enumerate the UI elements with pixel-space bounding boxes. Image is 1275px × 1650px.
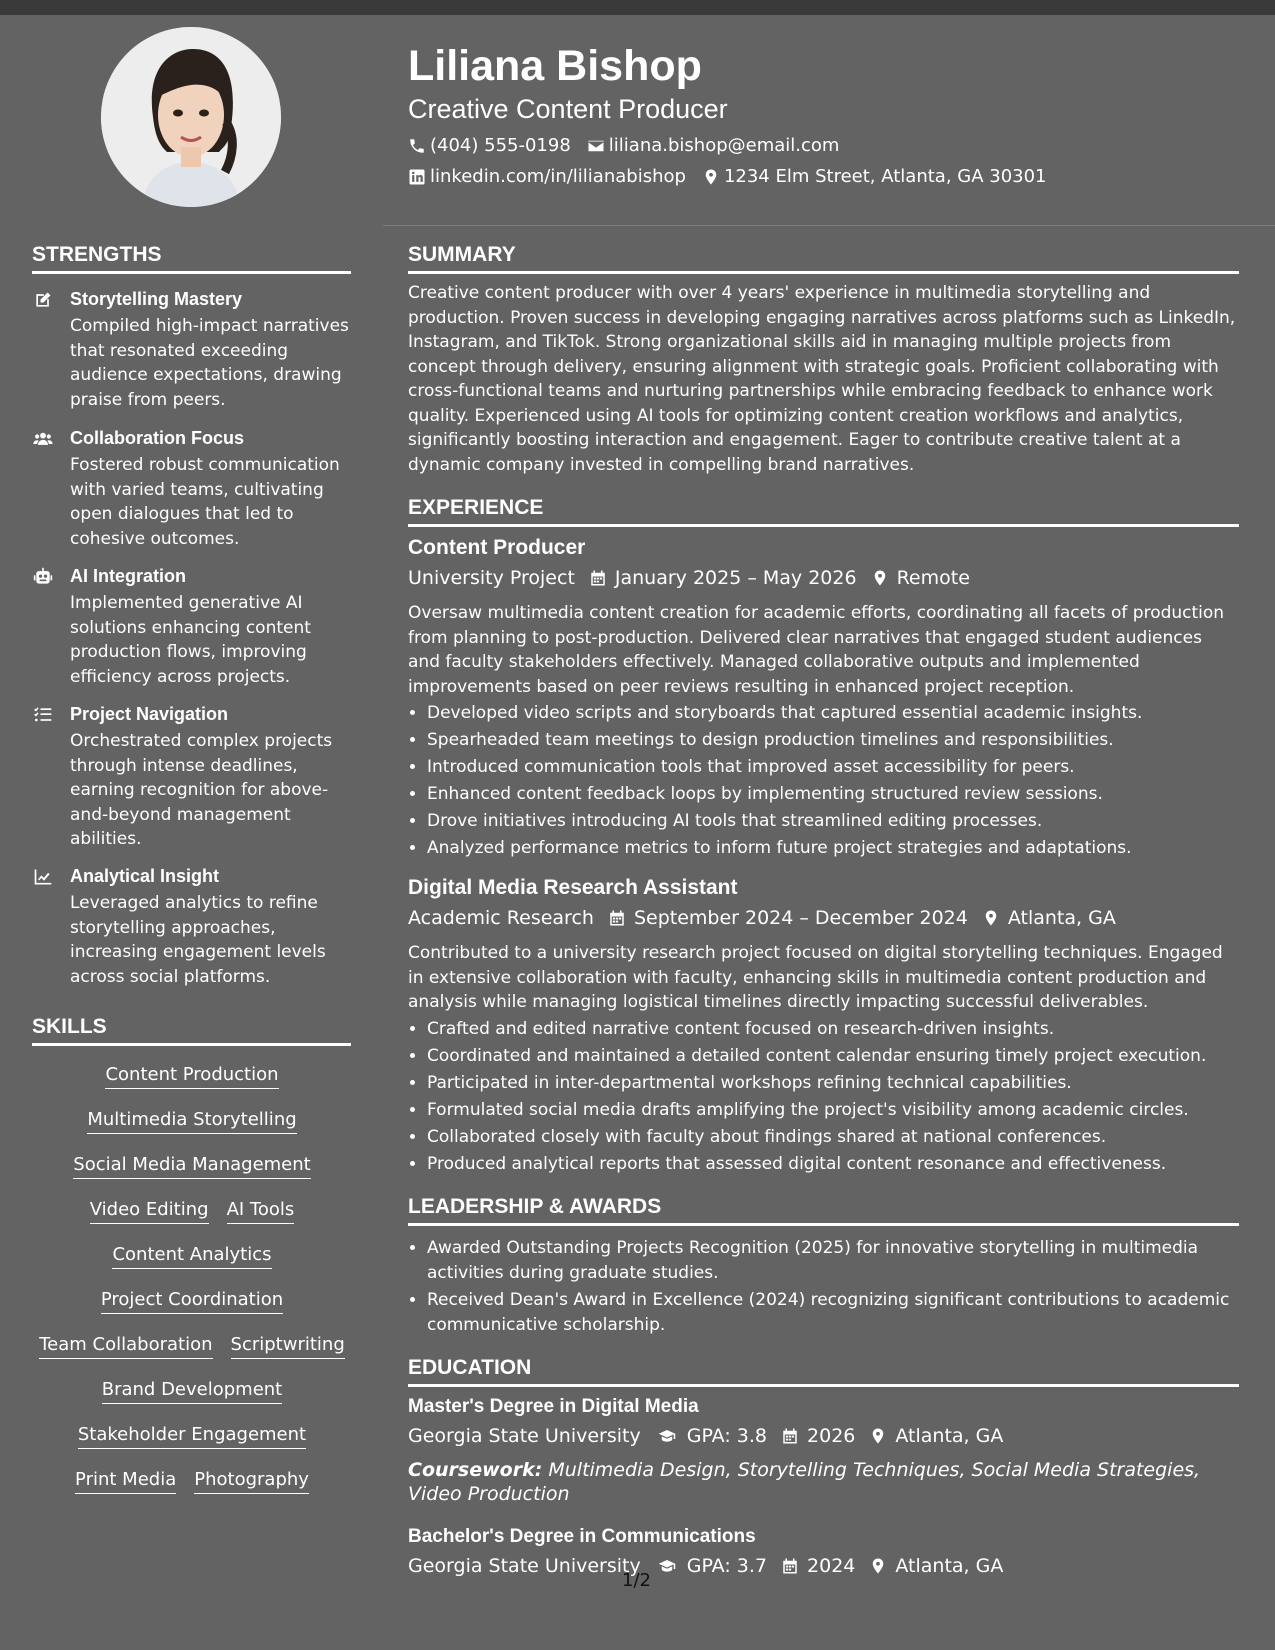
skill-tag: Content Production bbox=[105, 1064, 278, 1089]
profile-photo bbox=[101, 27, 281, 207]
contact-row-2 bbox=[408, 166, 1063, 187]
strength-desc: Compiled high-impact narratives that resonated exceeding audience expectations, drawing praise from peers. bbox=[70, 316, 349, 410]
leadership-rule bbox=[408, 1223, 1239, 1226]
gpa: GPA: 3.8 bbox=[686, 1425, 768, 1447]
education-heading: EDUCATION bbox=[408, 1356, 532, 1379]
viewer-top-bar bbox=[0, 0, 1275, 15]
list-item: • Introduced communication tools that improved asset accessibility for peers. bbox=[427, 754, 1257, 781]
list-item: • Enhanced content feedback loops by implementing structured review sessions. bbox=[427, 781, 1257, 808]
strength-title: Storytelling Mastery bbox=[70, 289, 243, 309]
list-item: • Awarded Outstanding Projects Recognition (2025) for innovative storytelling in multimedia activities during graduate studies. bbox=[427, 1236, 1257, 1285]
skill-tag: Stakeholder Engagement bbox=[78, 1424, 306, 1449]
summary-rule bbox=[408, 271, 1239, 274]
map-pin-icon bbox=[982, 909, 1000, 927]
graduation-cap-icon bbox=[655, 1557, 679, 1575]
strength-desc: Fostered robust communication with varied teams, cultivating open dialogues that led to cohesive outcomes. bbox=[70, 455, 340, 549]
strength-title: AI Integration bbox=[70, 566, 186, 586]
skills-row bbox=[32, 1334, 352, 1359]
list-item: • Coordinated and maintained a detailed content calendar ensuring timely project execution. bbox=[427, 1043, 1257, 1070]
graduation-year: 2026 bbox=[807, 1425, 856, 1447]
calendar-icon bbox=[608, 909, 626, 927]
degree-title: Master's Degree in Digital Media bbox=[408, 1396, 699, 1417]
job-title: Content Producer bbox=[408, 536, 586, 559]
skill-tag: Social Media Management bbox=[73, 1154, 310, 1179]
school-name: Georgia State University bbox=[408, 1425, 641, 1447]
job-description: Contributed to a university research project focused on digital storytelling techniques. Engaged in extensive collaboration with faculty, enhancing skills in multimedia content production and analysis while managing logistical timelines directly impacting successful deliverables. bbox=[408, 943, 1223, 1012]
school-location: Atlanta, GA bbox=[895, 1425, 1004, 1447]
edit-icon bbox=[32, 290, 54, 310]
gpa: GPA: 3.7 bbox=[686, 1555, 768, 1577]
skill-tag: Team Collaboration bbox=[39, 1334, 212, 1359]
skills-rule bbox=[32, 1043, 351, 1046]
skills-row bbox=[32, 1154, 352, 1179]
skill-tag: Photography bbox=[194, 1469, 309, 1494]
skill-tag: Brand Development bbox=[102, 1379, 283, 1404]
linkedin-link[interactable]: linkedin.com/in/lilianabishop bbox=[430, 166, 686, 187]
skills-row bbox=[32, 1289, 352, 1314]
job-org: Academic Research bbox=[408, 907, 594, 929]
leadership-list bbox=[408, 1236, 1257, 1340]
skill-tag: Multimedia Storytelling bbox=[87, 1109, 296, 1134]
job-description: Oversaw multimedia content creation for academic efforts, coordinating all facets of production from planning to post-production. Delivered clear narratives that engaged student audiences and faculty stakeholders effectively. Managed collaborative outputs and implemented improvements based on peer reviews resulting in enhanced project reception. bbox=[408, 603, 1225, 697]
strength-title: Analytical Insight bbox=[70, 866, 220, 886]
summary-text: Creative content producer with over 4 years' experience in multimedia storytelling and production. Proven success in developing engaging narratives across platforms such as LinkedIn, Instagram, and TikTok. Strong organizational skills aid in managing multiple projects from concept through delivery, ensuring alignment with strategic goals. Proficient collaborating with cross-functional teams and nurturing partnerships while embracing feedback to enhance work quality. Experienced using AI tools for optimizing content creation workflows and analytics, significantly boosting interaction and engagement. Eager to contribute creative talent at a dynamic company invested in compelling brand narratives. bbox=[408, 283, 1236, 475]
strengths-rule bbox=[32, 271, 351, 274]
page-indicator: 1/2 bbox=[622, 1570, 651, 1591]
job-dates: January 2025 – May 2026 bbox=[614, 567, 857, 589]
job-title: Digital Media Research Assistant bbox=[408, 876, 738, 899]
skill-tag: Content Analytics bbox=[112, 1244, 271, 1269]
graduation-cap-icon bbox=[655, 1427, 679, 1445]
envelope-icon bbox=[587, 137, 605, 155]
skills-heading: SKILLS bbox=[32, 1015, 107, 1038]
calendar-icon bbox=[781, 1427, 799, 1445]
address: 1234 Elm Street, Atlanta, GA 30301 bbox=[723, 166, 1047, 187]
skill-tag: Project Coordination bbox=[101, 1289, 283, 1314]
map-pin-icon bbox=[869, 1557, 887, 1575]
candidate-title: Creative Content Producer bbox=[408, 94, 728, 124]
skill-tag: Scriptwriting bbox=[231, 1334, 345, 1359]
strength-desc: Orchestrated complex projects through intense deadlines, earning recognition for above-and-beyond management abilities. bbox=[70, 731, 333, 849]
calendar-icon bbox=[781, 1557, 799, 1575]
school-location: Atlanta, GA bbox=[895, 1555, 1004, 1577]
skill-tag: AI Tools bbox=[227, 1199, 295, 1224]
calendar-icon bbox=[589, 569, 607, 587]
coursework bbox=[408, 1458, 1238, 1506]
degree-title: Bachelor's Degree in Communications bbox=[408, 1526, 756, 1547]
strength-desc: Leveraged analytics to refine storytelling approaches, increasing engagement levels across social platforms. bbox=[70, 893, 326, 987]
phone-icon bbox=[408, 137, 426, 155]
job-meta bbox=[408, 907, 1116, 929]
skills-row bbox=[32, 1469, 352, 1494]
candidate-name: Liliana Bishop bbox=[408, 42, 702, 90]
list-item: • Formulated social media drafts amplifying the project's visibility among academic circles. bbox=[427, 1097, 1257, 1124]
skill-tag: Video Editing bbox=[90, 1199, 209, 1224]
job-bullets bbox=[408, 1016, 1257, 1178]
coursework-label: Coursework: bbox=[408, 1459, 543, 1481]
chart-line-icon bbox=[32, 867, 54, 887]
list-item: • Crafted and edited narrative content focused on research-driven insights. bbox=[427, 1016, 1257, 1043]
job-location: Atlanta, GA bbox=[1007, 907, 1116, 929]
job-bullets bbox=[408, 700, 1257, 862]
list-item: • Drove initiatives introducing AI tools that streamlined editing processes. bbox=[427, 808, 1257, 835]
coursework-list: Multimedia Design, Storytelling Techniques, Social Media Strategies, Video Production bbox=[408, 1459, 1201, 1505]
school-name: Georgia State University bbox=[408, 1555, 641, 1577]
header-divider bbox=[383, 225, 1275, 226]
strength-title: Collaboration Focus bbox=[70, 428, 245, 448]
list-item: • Analyzed performance metrics to inform future project strategies and adaptations. bbox=[427, 835, 1257, 862]
users-icon bbox=[32, 429, 54, 449]
list-check-icon bbox=[32, 705, 54, 725]
leadership-heading: LEADERSHIP & AWARDS bbox=[408, 1195, 662, 1218]
list-item: • Received Dean's Award in Excellence (2024) recognizing significant contributions to academic communicative scholarship. bbox=[427, 1288, 1257, 1337]
skills-row bbox=[32, 1424, 352, 1449]
phone-number[interactable]: (404) 555-0198 bbox=[430, 135, 571, 156]
strengths-heading: STRENGTHS bbox=[32, 243, 162, 266]
map-pin-icon bbox=[702, 168, 720, 186]
list-item: • Produced analytical reports that assessed digital content resonance and effectiveness. bbox=[427, 1151, 1257, 1178]
linkedin-icon bbox=[408, 168, 426, 186]
list-item: • Participated in inter-departmental workshops refining technical capabilities. bbox=[427, 1070, 1257, 1097]
robot-icon bbox=[32, 567, 54, 587]
map-pin-icon bbox=[871, 569, 889, 587]
contact-row-1 bbox=[408, 135, 855, 156]
list-item: • Collaborated closely with faculty about findings shared at national conferences. bbox=[427, 1124, 1257, 1151]
education-rule bbox=[408, 1384, 1239, 1387]
summary-heading: SUMMARY bbox=[408, 243, 516, 266]
degree-meta bbox=[408, 1425, 1003, 1447]
job-meta bbox=[408, 567, 970, 589]
skills-row bbox=[32, 1109, 352, 1134]
skills-row bbox=[32, 1064, 352, 1089]
list-item: • Developed video scripts and storyboards that captured essential academic insights. bbox=[427, 700, 1257, 727]
skill-tag: Print Media bbox=[75, 1469, 176, 1494]
job-dates: September 2024 – December 2024 bbox=[633, 907, 968, 929]
list-item: • Spearheaded team meetings to design production timelines and responsibilities. bbox=[427, 727, 1257, 754]
degree-meta bbox=[408, 1555, 1003, 1577]
experience-heading: EXPERIENCE bbox=[408, 496, 544, 519]
strength-desc: Implemented generative AI solutions enhancing content production flows, improving efficiency across projects. bbox=[70, 593, 311, 687]
map-pin-icon bbox=[869, 1427, 887, 1445]
skills-row bbox=[32, 1199, 352, 1224]
email-link[interactable]: liliana.bishop@email.com bbox=[608, 135, 840, 156]
strength-title: Project Navigation bbox=[70, 704, 229, 724]
skills-row bbox=[32, 1379, 352, 1404]
skills-row bbox=[32, 1244, 352, 1269]
job-org: University Project bbox=[408, 567, 575, 589]
job-location: Remote bbox=[896, 567, 970, 589]
experience-rule bbox=[408, 524, 1239, 527]
graduation-year: 2024 bbox=[807, 1555, 856, 1577]
